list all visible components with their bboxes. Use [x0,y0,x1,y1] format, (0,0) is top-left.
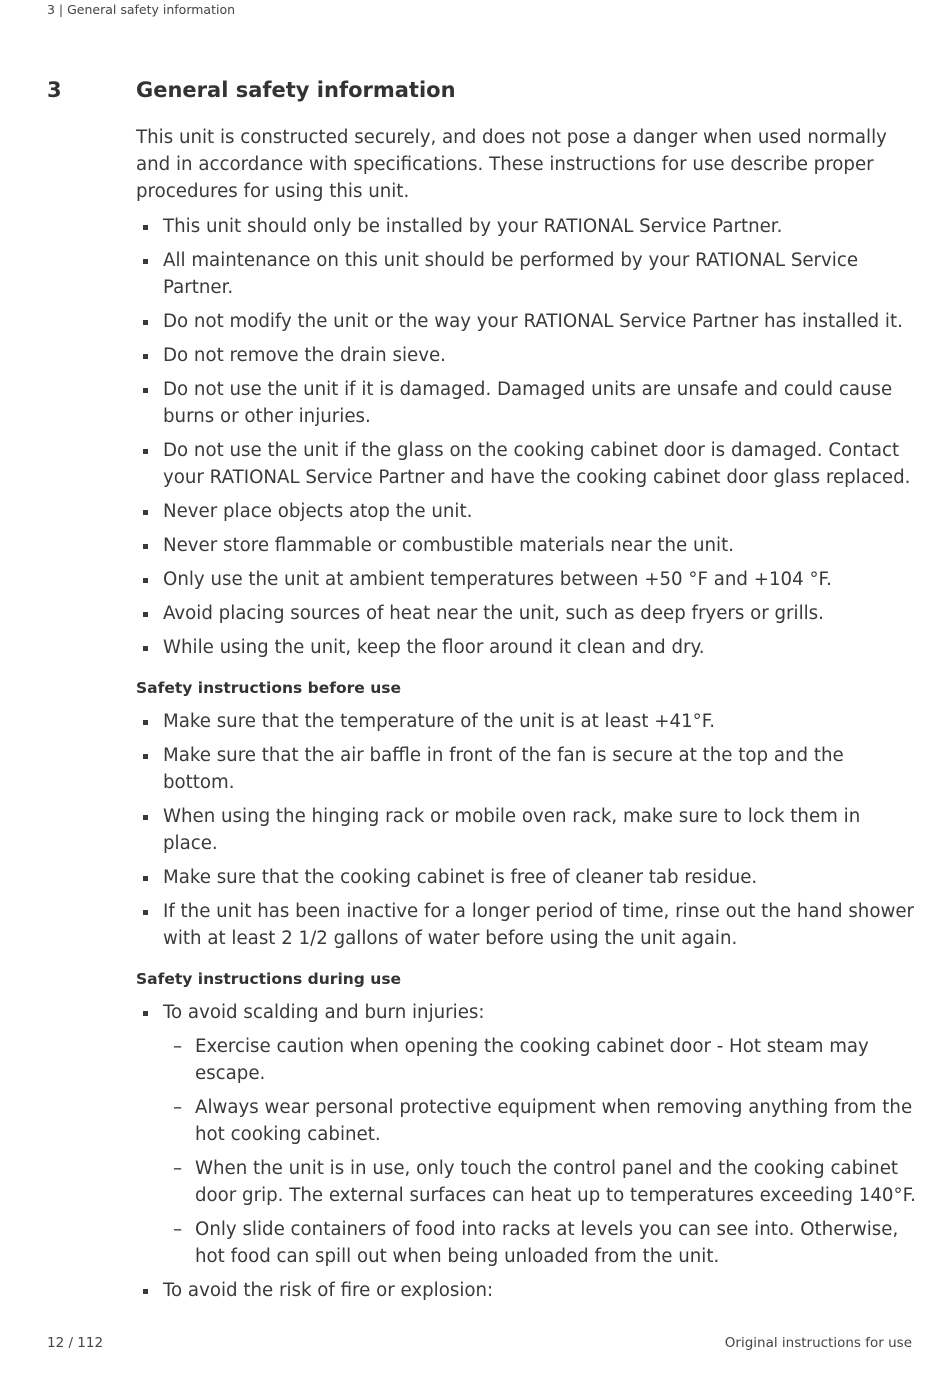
bullet-icon [143,910,148,915]
list-item [136,437,916,491]
list-item-text: Do not modify the unit or the way your RATIONAL Service Partner has installed it. [163,311,903,332]
list-item-text: Make sure that the temperature of the unit is at least +41°F. [163,711,716,732]
list-item-text: Never place objects atop the unit. [163,501,473,522]
list-item [136,634,916,661]
before-use-heading: Safety instructions before use [136,679,401,697]
sublist-item-text: Only slide containers of food into racks at levels you can see into. Otherwise, hot food can spill out when being unloaded from the unit. [195,1219,899,1267]
general-safety-list [136,213,916,661]
bullet-icon [143,320,148,325]
bullet-icon [143,578,148,583]
list-item [136,566,916,593]
bullet-icon [143,225,148,230]
sublist-item [168,1033,916,1087]
bullet-icon [143,876,148,881]
list-item-text: Make sure that the cooking cabinet is free of cleaner tab residue. [163,867,758,888]
footer-doc-title: Original instructions for use [724,1335,912,1351]
list-item [136,708,916,735]
sublist-item [168,1216,916,1270]
list-item-text: When using the hinging rack or mobile oven rack, make sure to lock them in place. [163,806,861,854]
bullet-icon [143,1011,148,1016]
bullet-icon [143,388,148,393]
bullet-icon [143,449,148,454]
dash-icon: – [173,1219,183,1240]
list-item [136,247,916,301]
bullet-icon [143,510,148,515]
sublist-item [168,1094,916,1148]
page-number: 12 / 112 [47,1335,104,1351]
during-use-list [136,999,916,1304]
list-item-text: Do not use the unit if the glass on the cooking cabinet door is damaged. Contact your RATIONAL Service Partner and have the cooking cabinet door glass replaced. [163,440,911,488]
bullet-icon [143,544,148,549]
sublist-item [168,1155,916,1209]
sublist-item-text: When the unit is in use, only touch the control panel and the cooking cabinet door grip. The external surfaces can heat up to temperatures exceeding 140°F. [195,1158,916,1206]
list-item-text: While using the unit, keep the floor around it clean and dry. [163,637,705,658]
sublist-item-text: Exercise caution when opening the cooking cabinet door - Hot steam may escape. [195,1036,869,1084]
list-item [136,532,916,559]
bullet-icon [143,354,148,359]
intro-paragraph: This unit is constructed securely, and does not pose a danger when used normally and in accordance with specifications. These instructions for use describe proper procedures for using this unit. [136,127,887,202]
dash-icon: – [173,1158,183,1179]
list-item [136,898,916,952]
list-item [136,600,916,627]
list-item [136,213,916,240]
list-item-text: To avoid the risk of fire or explosion: [163,1280,494,1301]
sublist-item-text: Always wear personal protective equipment when removing anything from the hot cooking cabinet. [195,1097,913,1145]
bullet-icon [143,646,148,651]
scalding-sublist [168,1033,916,1270]
list-item [136,864,916,891]
list-item-text: Do not use the unit if it is damaged. Damaged units are unsafe and could cause burns or other injuries. [163,379,893,427]
bullet-icon [143,815,148,820]
list-item [136,376,916,430]
list-item [136,308,916,335]
list-item [136,742,916,796]
chapter-title: General safety information [136,78,456,102]
list-item [136,498,916,525]
list-item-text: Never store flammable or combustible materials near the unit. [163,535,735,556]
list-item [136,1277,916,1304]
during-use-heading: Safety instructions during use [136,970,402,988]
running-header: 3 | General safety information [47,2,236,17]
list-item-text: If the unit has been inactive for a longer period of time, rinse out the hand shower with at least 2 1/2 gallons of water before using the unit again. [163,901,914,949]
main-content [136,124,916,1311]
list-item-text: Only use the unit at ambient temperatures between +50 °F and +104 °F. [163,569,832,590]
bullet-icon [143,612,148,617]
list-item [136,803,916,857]
list-item-text: This unit should only be installed by your RATIONAL Service Partner. [163,216,783,237]
bullet-icon [143,1289,148,1294]
bullet-icon [143,720,148,725]
list-item-text: Avoid placing sources of heat near the unit, such as deep fryers or grills. [163,603,824,624]
dash-icon: – [173,1036,183,1057]
list-item-text: Make sure that the air baffle in front of the fan is secure at the top and the bottom. [163,745,844,793]
before-use-list [136,708,916,952]
list-item-text: All maintenance on this unit should be performed by your RATIONAL Service Partner. [163,250,859,298]
list-item-text: To avoid scalding and burn injuries: [163,1002,485,1023]
chapter-number: 3 [47,78,62,102]
list-item [136,342,916,369]
dash-icon: – [173,1097,183,1118]
list-item [136,999,916,1270]
list-item-text: Do not remove the drain sieve. [163,345,446,366]
bullet-icon [143,259,148,264]
bullet-icon [143,754,148,759]
